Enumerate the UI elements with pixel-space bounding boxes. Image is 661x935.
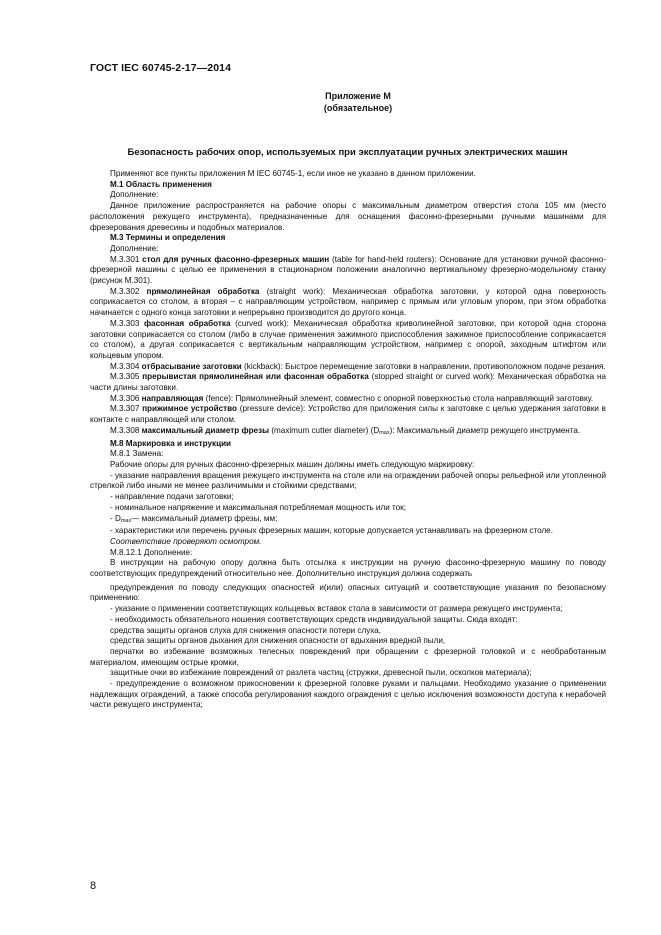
list-item: - указание о применении соответствующих кольцевых вставок стола в зависимости от размера режущего инструмента; xyxy=(110,604,563,614)
sub-list-item: средства защиты органов дыхания для снижения опасности от вдыхания вредной пыли, xyxy=(110,636,446,646)
term-number: М.3.301 xyxy=(110,254,143,264)
term-name: стол для ручных фасонно-фрезерных машин xyxy=(142,254,330,264)
term-m3-306 xyxy=(90,394,606,405)
subscript: max xyxy=(120,517,132,524)
document-body xyxy=(90,169,606,711)
term-definition: (fence): Прямолинейный элемент, совместно с опорной поверхностью стола направляющий заготовку. xyxy=(203,393,594,403)
list-item: - характеристики или перечень ручных фрезерных машин, которые допускается устанавливать на фрезерном столе. xyxy=(110,526,553,536)
m8-12-1-label: М.8.12.1 Дополнение: xyxy=(110,547,193,557)
list-item xyxy=(90,514,606,527)
term-definition: (table for hand-held routers): Основание для установки ручной фасонно-фрезерной машины с целью ее применения в стационарном положении аналогично вертикальному фрезерно-модельному станку (рисунок М.301). xyxy=(90,254,606,286)
intro-paragraph: Применяют все пункты приложения М IEC 60745-1, если иное не указано в данном приложении. xyxy=(110,169,476,178)
m8-12-1-paragraph: В инструкции на рабочую опору должна быть отсылка к инструкции на ручную фасонно-фрезерную машину по поводу соответствующих предупреждений относительно нее. Дополнительно инструкция должна содержать xyxy=(90,558,606,579)
list-item: - указание направления вращения режущего инструмента на столе или на ограждении рабочей опоры рельефной или утопленной стрелкой либо иными не менее различимыми и стойкими средствами; xyxy=(90,470,606,491)
term-m3-302 xyxy=(90,287,606,319)
term-name: отбрасывание заготовки xyxy=(141,361,242,371)
term-m3-304 xyxy=(90,362,606,373)
annex-status: (обязательное) xyxy=(323,103,393,113)
term-name: прижимное устройство xyxy=(142,404,237,414)
m8-12-1-paragraph-cont: предупреждения по поводу следующих опасностей и(или) опасных ситуаций и соответствующие указания по безопасному применению: xyxy=(90,582,606,603)
term-definition: (stopped straight or curved work): Механическая обработка на части длины заготовки. xyxy=(90,372,606,393)
term-name: фасонная обработка xyxy=(143,318,231,328)
standard-header: ГОСТ IEC 60745-2-17—2014 xyxy=(90,62,232,74)
section-m8-heading: М.8 Маркировка и инструкции xyxy=(110,438,232,448)
annex-title: Приложение М xyxy=(325,91,391,101)
list-item: - необходимость обязательного ношения соответствующих средств индивидуальной защиты. Сюда входят: xyxy=(110,614,518,624)
section-m1-heading: М.1 Область применения xyxy=(110,179,212,189)
term-definition: (kickback): Быстрое перемещение заготовки в направлении, противоположном подаче резания. xyxy=(241,361,606,371)
sub-list-item: средства защиты органов слуха для снижения опасности потери слуха, xyxy=(110,625,382,635)
compliance-check: Соответствие проверяют осмотром. xyxy=(110,536,262,546)
term-name: прямолинейная обработка xyxy=(146,286,260,296)
list-item-text-end: — максимальный диаметр фрезы, мм; xyxy=(131,513,278,523)
subscript: max xyxy=(379,429,390,436)
term-number: М.3.307 xyxy=(110,404,143,414)
term-name: направляющая xyxy=(141,393,204,403)
page-number: 8 xyxy=(90,880,97,892)
term-definition: (curved work): Механическая обработка криволинейной заготовки, при которой одна сторона заготовки соприкасается со столом (либо в случае применения зажимного приспособления зажимное приспособление соприкасается со столом), а другая соприкасается с вертикальным направляющим устройством, например с опорой, заходным штифтом или кольцевым упором. xyxy=(90,318,606,360)
term-number: М.3.303 xyxy=(110,318,144,328)
m1-paragraph: Данное приложение распространяется на рабочие опоры с максимальным диаметром отверстия стола 105 мм (место расположения режущего инструмента), предназначенные для оснащения фасонно-фрезерными ручными машинами для фрезерования древесины и подобных материалов. xyxy=(90,201,606,232)
term-m3-305 xyxy=(90,372,606,393)
term-name: прерывистая прямолинейная или фасонная обработка xyxy=(142,372,369,382)
m8-1-label: М.8.1 Замена: xyxy=(110,449,164,459)
term-definition: (straight work): Механическая обработка заготовки, у которой одна поверхность соприкасается со столом, а вторая – с направляющим устройством, например с прямым или угловым упором, при этом обработка начинается с одного конца заготовки и непрерывно производится до другого конца. xyxy=(90,286,606,318)
term-number: М.3.308 xyxy=(110,425,142,435)
term-number: М.3.304 xyxy=(110,361,142,371)
term-m3-303 xyxy=(90,319,606,362)
term-m3-308 xyxy=(90,426,606,439)
list-item: - направление подачи заготовки; xyxy=(110,492,234,502)
annex-heading xyxy=(0,90,661,114)
m8-1-paragraph: Рабочие опоры для ручных фасонно-фрезерных машин должны иметь следующую маркировку: xyxy=(110,459,475,469)
term-number: М.3.305 xyxy=(110,372,143,382)
term-definition: (pressure device): Устройство для приложения силы к заготовке с целью удержания заготовки в контакте с направляющей или столом. xyxy=(90,404,606,425)
sub-list-item: защитные очки во избежание повреждений от разлета частиц (стружки, древесной пыли, осколков материала); xyxy=(110,668,532,678)
term-definition-end: ): Максимальный диаметр режущего инструмента. xyxy=(389,425,581,435)
list-item-text: - D xyxy=(110,513,121,523)
term-number: М.3.306 xyxy=(110,393,142,403)
term-number: М.3.302 xyxy=(110,286,147,296)
list-item: - предупреждение о возможном прикосновении к фрезерной головке руками и пальцами. Необходимо указание о применении надлежащих ограждений, а также способа регулирования каждого ограждения с целью исключения возможности доступа к нерабочей части режущего инструмента; xyxy=(90,679,606,710)
term-m3-307 xyxy=(90,404,606,425)
list-item: - номинальное напряжение и максимальная потребляемая мощность или ток; xyxy=(110,502,406,512)
term-definition: (maximum cutter diameter) (D xyxy=(269,425,380,435)
m3-addition-label: Дополнение: xyxy=(110,243,159,253)
m1-addition-label: Дополнение: xyxy=(110,190,159,200)
section-m3-heading: М.3 Термины и определения xyxy=(110,233,226,243)
document-title: Безопасность рабочих опор, используемых при эксплуатации ручных электрических машин xyxy=(127,147,568,158)
term-m3-301 xyxy=(90,255,606,287)
sub-list-item: перчатки во избежание возможных телесных повреждений при обращении с фрезерной головкой и с необработанным материалом, имеющим острые кромки, xyxy=(90,646,606,667)
term-name: максимальный диаметр фрезы xyxy=(141,425,270,435)
